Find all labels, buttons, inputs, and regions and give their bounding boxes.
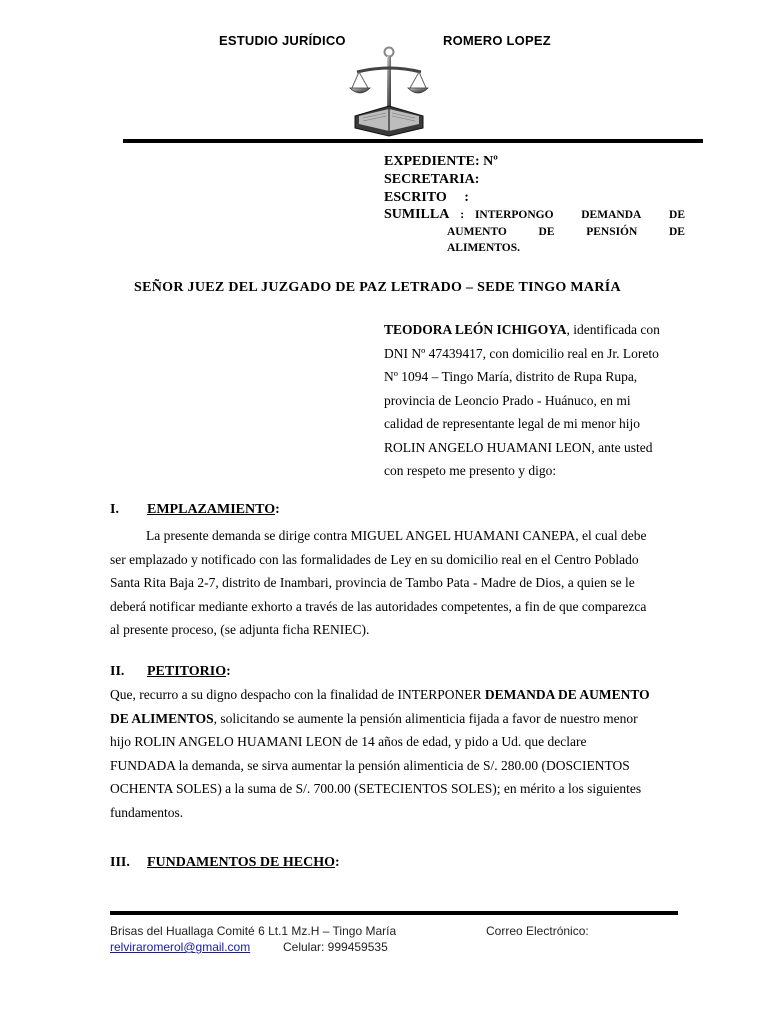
petitorio-paragraph: Que, recurro a su digno despacho con la finalidad de INTERPONER DEMANDA DE AUMENTO DE ALIMENTOS, solicitando se aumente la pensión alimenticia fijada a favor de nuestro menor hijo ROLIN ANGELO HUAMANI LEON de 14 años de edad, y pido a Ud. que declare FUNDADA la demanda, se sirva aumentar la pensión alimenticia de S/. 280.00 (DOSCIENTOS OCHENTA SOLES) a la suma de S/. 700.00 (SETECIENTOS SOLES); en mérito a los siguientes fundamentos. <box>110 687 650 820</box>
footer-email-label: Correo Electrónico: <box>486 924 589 938</box>
sumilla-label: SUMILLA <box>384 207 450 222</box>
section-emplazamiento-heading: I. EMPLAZAMIENTO: <box>110 502 280 517</box>
intro-block: TEODORA LEÓN ICHIGOYA, identificada con DNI Nº 47439417, con domicilio real en Jr. Loreto Nº 1094 – Tingo María, distrito de Rupa Rupa, provincia de Leoncio Prado - Huánuco, en mi calidad de representante legal de mi menor hijo ROLIN ANGELO HUAMANI LEON, ante usted con respeto me presento y digo: <box>384 322 660 478</box>
footer-email-link[interactable]: relviraromerol@gmail.com <box>110 940 251 954</box>
footer-address: Brisas del Huallaga Comité 6 Lt.1 Mz.H – Tingo María <box>110 924 397 938</box>
plaintiff-name: TEODORA LEÓN ICHIGOYA <box>384 322 567 337</box>
escrito-line: ESCRITO : <box>384 190 469 205</box>
expediente-line: EXPEDIENTE: Nº <box>384 154 498 169</box>
addressee-line: SEÑOR JUEZ DEL JUZGADO DE PAZ LETRADO – SEDE TINGO MARÍA <box>134 280 621 295</box>
sumilla-block: SUMILLA : INTERPONGO DEMANDA DE AUMENTO DE PENSIÓN DE ALIMENTOS. <box>384 207 685 254</box>
scales-of-justice-icon <box>349 44 429 138</box>
footer-phone: Celular: 999459535 <box>283 940 388 954</box>
secretaria-line: SECRETARIA: <box>384 172 480 187</box>
emplazamiento-paragraph: La presente demanda se dirige contra MIGUEL ANGEL HUAMANI CANEPA, el cual debe ser emplazado y notificado con las formalidades de Ley en su domicilio real en el Centro Poblado Santa Rita Baja 2-7, distrito de Inambari, provincia de Tambo Pata - Madre de Dios, a quien se le deberá notificar mediante exhorto a través de las autoridades competentes, a fin de que comparezca al presente proceso, (se adjunta ficha RENIEC). <box>110 528 647 637</box>
firm-name-left: ESTUDIO JURÍDICO <box>219 33 346 48</box>
footer-rule <box>110 911 678 915</box>
firm-name-right: ROMERO LOPEZ <box>443 33 551 48</box>
header-rule <box>123 139 703 143</box>
section-fundamentos-heading: III. FUNDAMENTOS DE HECHO: <box>110 855 340 870</box>
section-petitorio-heading: II. PETITORIO: <box>110 664 231 679</box>
